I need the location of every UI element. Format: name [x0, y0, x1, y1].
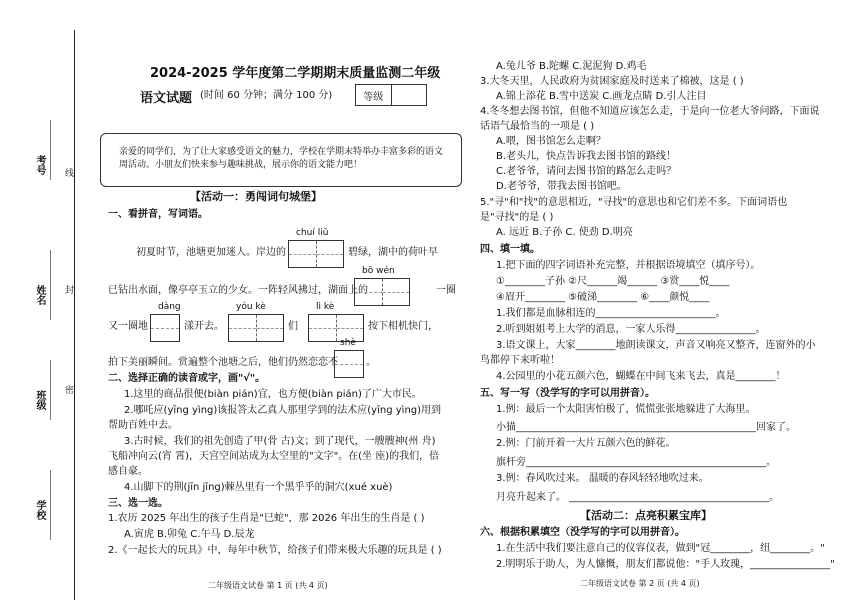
grade-value-cell[interactable]	[392, 85, 427, 105]
pinyin-4: yóu kè	[236, 302, 266, 312]
pinyin-6: shè	[340, 338, 356, 348]
q4-item-1: 1.把下面的四字词语补充完整，并根据语境填空（填序号）。	[496, 260, 761, 271]
section-4-heading: 四、填一填。	[480, 244, 540, 255]
passage-line-1f: 漾开去。	[184, 321, 224, 332]
q3-item-1-options: A.寅虎 B.卯兔 C.午马 D.辰龙	[124, 529, 255, 540]
margin-label-school: 学校	[34, 500, 45, 520]
q5-answer-1: 小猫________________________________________________回家了。	[496, 422, 796, 433]
section-3-heading: 三、选一选。	[108, 498, 168, 509]
passage-line-1a: 初夏时节，池塘更加迷人。岸边的	[136, 247, 286, 258]
q5-answer-3: 月亮升起来了。 ________________________________________。	[496, 492, 780, 503]
passage-line-1g: 们	[288, 321, 298, 332]
q3-item-4a: 4.冬冬想去图书馆，但他不知道应该怎么走，于是向一位老大爷问路，下面说	[480, 106, 820, 117]
exam-time-note: (时间 60 分钟；满分 100 分)	[200, 90, 333, 101]
q3-item-5b: 是"寻找"的是 ( )	[480, 212, 554, 223]
q3-item-5-options: A. 远近 B.子孙 C. 使劲 D.明亮	[496, 227, 633, 238]
q3-item-1: 1.农历 2025 年出生的孩子生肖是"巳蛇"，那 2026 年出生的生肖是 ( )	[108, 513, 425, 524]
q4-context-3b: 鸟都停下来听啦！	[480, 355, 560, 366]
q3-item-2: 2.《一起长大的玩具》中，每年中秋节，给孩子们带来极大乐趣的玩具是 ( )	[108, 545, 442, 556]
margin-underline-4	[50, 470, 51, 540]
grade-label: 等级	[356, 85, 392, 105]
q5-example-3: 3.例：春风吹过来。 温暖的春风轻轻地吹过来。	[496, 473, 709, 484]
answer-grid-3[interactable]	[150, 314, 180, 342]
q5-example-2: 2.例：门前开着一大片五颜六色的鲜花。	[496, 438, 676, 449]
q2-item-3a: 3.古时候，我们的祖先创造了甲(骨 古)文；到了现代，一艘艘神(州 舟)	[124, 436, 436, 447]
passage-line-1i: 拍下美丽瞬间。赏遍整个池塘之后，他们仍然恋恋不	[108, 357, 338, 368]
q2-item-3b: 飞船冲向云(宵 霄)，天宫空间站成为太空里的"文字"。在(坐 座)的我们，倍	[108, 451, 440, 462]
passage-line-1h: 按下相机快门，	[368, 321, 438, 332]
answer-grid-1[interactable]	[288, 240, 344, 268]
q2-item-2b: 帮助百姓中去。	[108, 420, 178, 431]
exam-subtitle: 语文试题	[140, 91, 193, 106]
pinyin-3: dàng	[158, 302, 181, 312]
q3-item-4-option-c: C.老爷爷，请问去图书馆的路怎么走吗？	[496, 166, 677, 177]
pinyin-1: chuí liǔ	[296, 228, 329, 238]
passage-line-1b: 碧绿，湖中的荷叶早	[348, 247, 438, 258]
right-page-footer: 二年级语文试卷 第 2 页 (共 4 页)	[580, 579, 700, 588]
pinyin-5: lì kè	[316, 302, 335, 312]
q4-context-2: 2.听到姐姐考上大学的消息，一家人乐得________________。	[496, 324, 766, 335]
passage-line-1c: 已钻出水面，像亭亭玉立的少女。一阵轻风拂过，湖面上的	[108, 285, 368, 296]
q5-example-1: 1.例：最后一个太阳害怕极了，慌慌张张地躲进了大海里。	[496, 404, 756, 415]
q3-item-5a: 5."寻"和"找"的意思相近，"寻找"的意思也和它们差不多。下面词语也	[480, 197, 788, 208]
passage-line-1j: 。	[366, 357, 376, 368]
q3-item-3-options: A.锦上添花 B.雪中送炭 C.画龙点睛 D.引人注目	[496, 91, 707, 102]
margin-mark-seal: 封	[63, 285, 73, 294]
q4-idioms-row-2: ④眉开________ ⑤破涕________ ⑥____颜悦____	[496, 292, 710, 303]
q4-context-1: 1.我们都是血脉相连的________________________。	[496, 308, 726, 319]
section-2-heading: 二、选择正确的读音或字，画"√"。	[108, 373, 266, 384]
margin-underline-3	[50, 360, 51, 420]
q3-item-4b: 话语气最恰当的一项是 ( )	[480, 121, 595, 132]
margin-label-class: 班级	[34, 390, 45, 410]
intro-text: 亲爱的同学们，为了让大家感受语文的魅力，学校在学期末特举办丰富多彩的语文周活动。小朋友们快来参与趣味挑战，展示你的语文能力吧！	[119, 147, 444, 170]
answer-grid-6[interactable]	[334, 350, 364, 378]
q2-item-2a: 2.哪吒应(yīng yìng)该报答太乙真人那里学到的法术应(yīng yìng)用到	[124, 405, 442, 416]
grade-box	[355, 84, 427, 106]
exam-title: 2024-2025 学年度第二学期期末质量监测二年级	[150, 66, 441, 81]
activity-1-heading: 【活动一：勇闯词句城堡】	[190, 190, 322, 203]
q3-item-3: 3.大冬天里，人民政府为贫困家庭及时送来了棉被，这是 ( )	[480, 76, 744, 87]
q5-answer-2: 旗杆旁________________________________________________。	[496, 457, 776, 468]
intro-scroll	[100, 133, 462, 187]
margin-label-exam-number: 考号	[34, 155, 45, 175]
q6-item-2: 2.明明乐于助人，为人慷慨，朋友们都说他："手人玫瑰，________________"	[496, 559, 835, 570]
q4-idioms-row-1: ①________子孙 ②尺______竭______ ③赏____悦____	[496, 276, 730, 287]
margin-mark-secret: 密	[63, 385, 73, 394]
passage-line-1e: 又一圈地	[108, 321, 148, 332]
q3-item-2-options: A.兔儿爷 B.陀螺 C.泥泥狗 D.鸡毛	[496, 61, 647, 72]
q3-item-4-option-d: D.老爷爷，带我去图书馆吧。	[496, 181, 627, 192]
section-6-heading: 六、根据积累填空（没学写的字可以用拼音）。	[480, 527, 685, 538]
pinyin-2: bō wén	[362, 266, 395, 276]
margin-underline-2	[50, 250, 51, 320]
q4-context-4: 4.公园里的小花五颜六色，蝴蝶在中间飞来飞去，真是________！	[496, 371, 786, 382]
q4-context-3a: 3.语文课上，大家________地朗读课文，声音又响亮又整齐，连窗外的小	[496, 340, 816, 351]
answer-grid-2[interactable]	[354, 278, 410, 306]
answer-grid-4[interactable]	[228, 314, 284, 342]
margin-label-name: 姓名	[34, 285, 45, 305]
left-page-footer: 二年级语文试卷 第 1 页 (共 4 页)	[208, 581, 328, 590]
q3-item-4-option-b: B.老头儿，快点告诉我去图书馆的路线！	[496, 151, 677, 162]
margin-underline-1	[50, 120, 51, 180]
activity-2-heading: 【活动二：点亮积累宝库】	[580, 509, 712, 522]
q6-item-1: 1.在生活中我们要注意自己的仪容仪表，做到"冠________，纽________。"	[496, 543, 825, 554]
q2-item-1: 1.这里的商品很便(biàn pián)宜，也方便(biàn pián)了广大市民。	[124, 389, 422, 400]
margin-mark-line: 线	[63, 168, 73, 177]
binding-line	[74, 30, 75, 600]
q3-item-4-option-a: A.喂，图书馆怎么走啊？	[496, 136, 606, 147]
q2-item-3c: 感自豪。	[108, 466, 148, 477]
passage-line-1d: 一圈	[436, 285, 456, 296]
section-1-heading: 一、看拼音，写词语。	[108, 209, 208, 220]
section-5-heading: 五、写一写（没学写的字可以用拼音）。	[480, 388, 655, 399]
q2-item-4: 4.山脚下的荆(jīn jīng)棘丛里有一个黑乎乎的洞穴(xué xuè)	[124, 482, 393, 493]
